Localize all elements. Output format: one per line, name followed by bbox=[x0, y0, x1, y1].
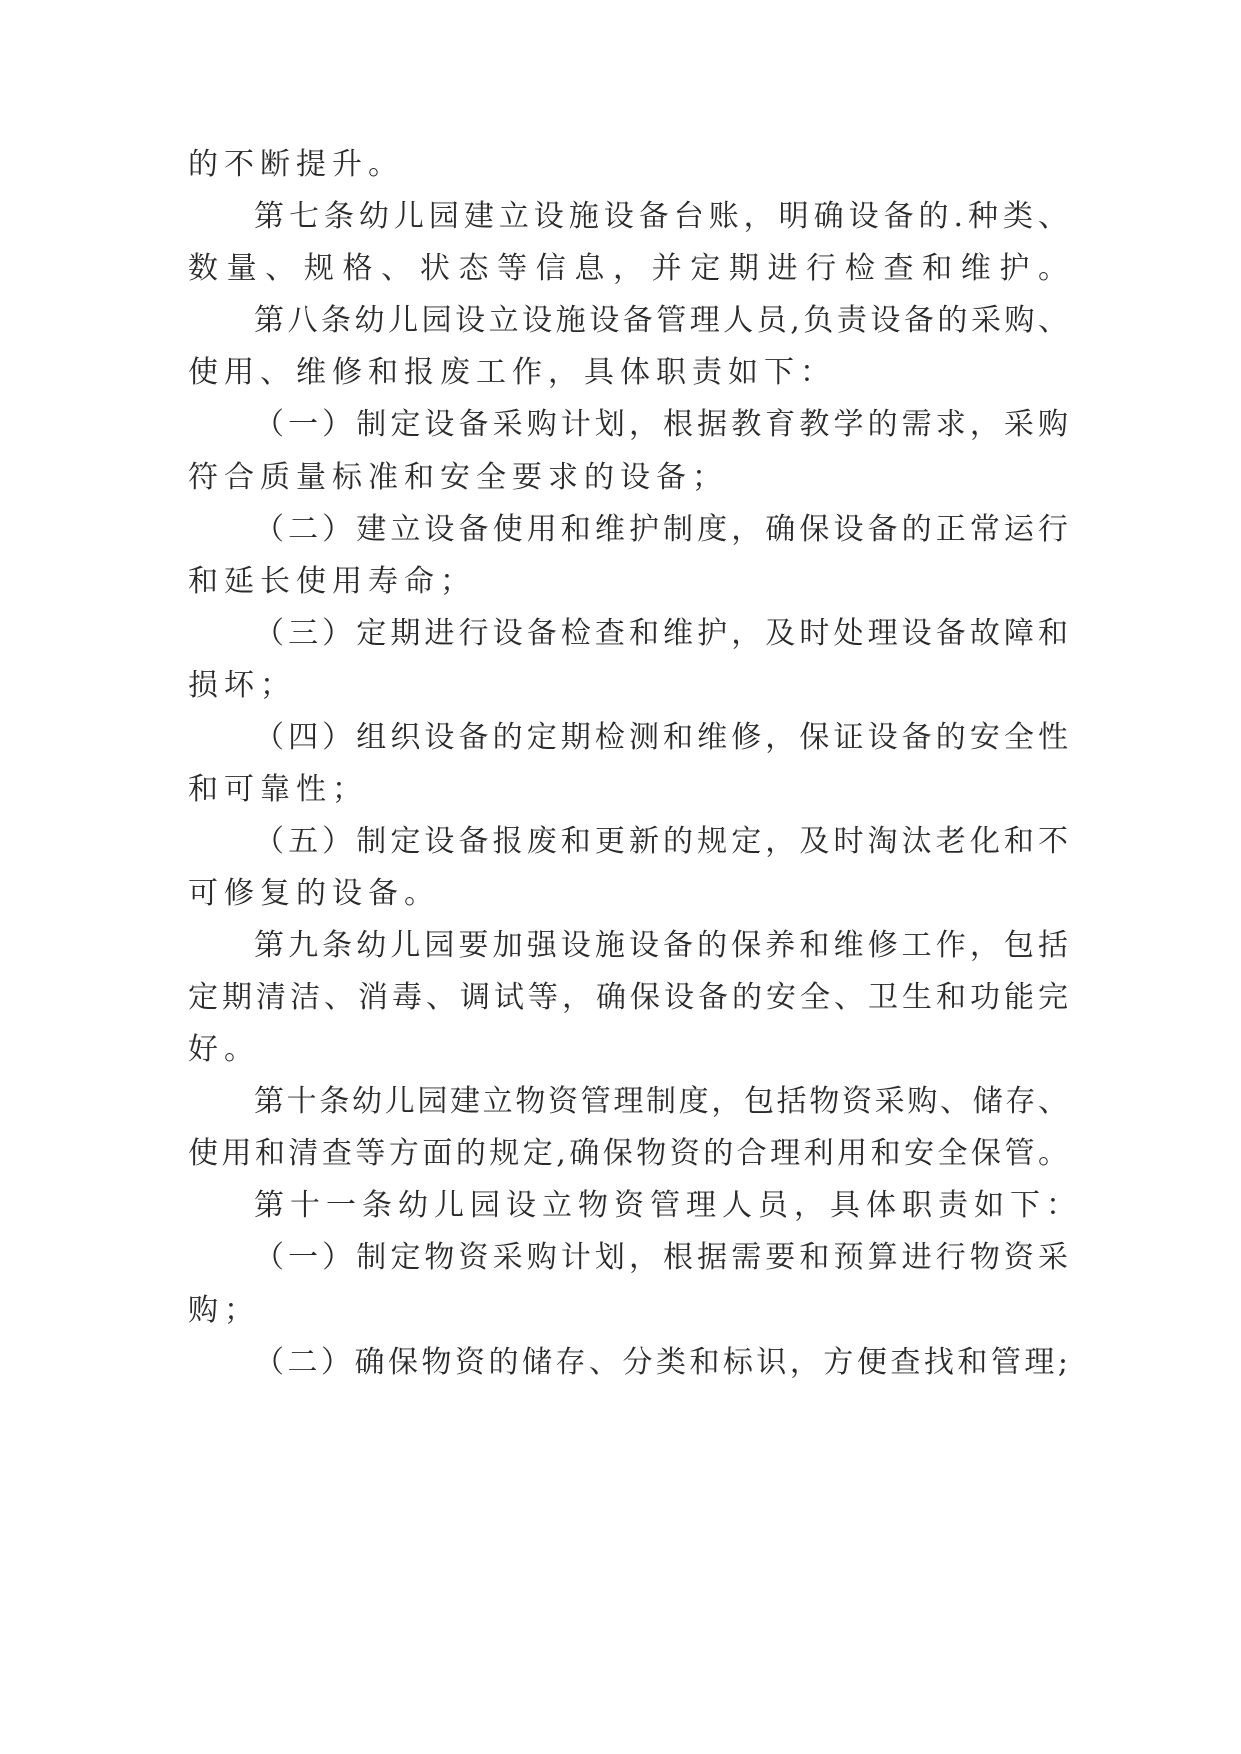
text-line: 的不断提升。 bbox=[188, 147, 404, 182]
text-line: 第十一条幼儿园设立物资管理人员，具体职责如下： bbox=[254, 1188, 1082, 1223]
text-line: 购； bbox=[188, 1293, 260, 1328]
text-line: 和可靠性； bbox=[188, 772, 368, 807]
text-line: 定期清洁、消毒、调试等，确保设备的安全、卫生和功能完 bbox=[188, 980, 1068, 1015]
text-line: 数量、规格、状态等信息，并定期进行检查和维护。 bbox=[188, 251, 1068, 286]
text-line: 第八条幼儿园设立设施设备管理人员,负责设备的采购、 bbox=[254, 303, 1068, 338]
text-line: 损坏； bbox=[188, 668, 296, 703]
text-line: 第十条幼儿园建立物资管理制度，包括物资采购、储存、 bbox=[254, 1084, 1068, 1119]
text-line: （三）定期进行设备检查和维护，及时处理设备故障和 bbox=[254, 616, 1068, 651]
text-line: （二）建立设备使用和维护制度，确保设备的正常运行 bbox=[254, 512, 1068, 547]
text-line: （五）制定设备报废和更新的规定，及时淘汰老化和不 bbox=[254, 824, 1068, 859]
text-line: （一）制定物资采购计划，根据需要和预算进行物资采 bbox=[254, 1240, 1068, 1275]
text-line: 第七条幼儿园建立设施设备台账，明确设备的.种类、 bbox=[254, 199, 1068, 234]
text-line: （一）制定设备采购计划，根据教育教学的需求，采购 bbox=[254, 407, 1068, 442]
text-line: 第九条幼儿园要加强设施设备的保养和维修工作，包括 bbox=[254, 928, 1068, 963]
text-line: （二）确保物资的储存、分类和标识，方便查找和管理; bbox=[254, 1345, 1068, 1380]
text-line: 和延长使用寿命； bbox=[188, 564, 476, 599]
text-line: 可修复的设备。 bbox=[188, 876, 440, 911]
text-line: 使用和清查等方面的规定,确保物资的合理利用和安全保管。 bbox=[188, 1136, 1068, 1171]
text-line: 使用、维修和报废工作，具体职责如下： bbox=[188, 355, 836, 390]
text-line: 好。 bbox=[188, 1032, 260, 1067]
text-line: 符合质量标准和安全要求的设备； bbox=[188, 460, 728, 495]
text-line: （四）组织设备的定期检测和维修，保证设备的安全性 bbox=[254, 720, 1068, 755]
